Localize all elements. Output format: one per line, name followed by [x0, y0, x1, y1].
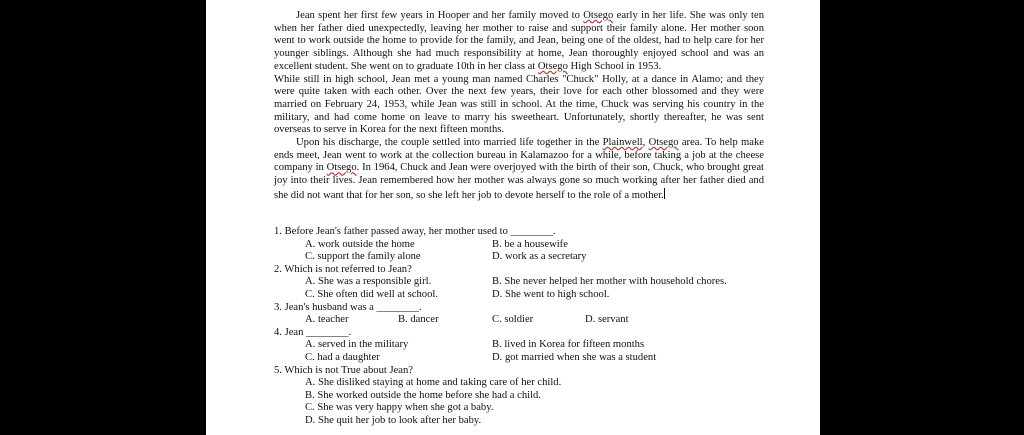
option[interactable]: C. support the family alone [305, 251, 421, 263]
option[interactable]: B. She worked outside the home before she had a child. [305, 389, 541, 401]
option-row [274, 314, 774, 327]
question-stem: 2. Which is not referred to Jean? [274, 263, 412, 275]
option[interactable]: C. had a daughter [305, 351, 380, 363]
option[interactable]: B. lived in Korea for fifteen months [492, 339, 645, 351]
option-row [274, 239, 774, 252]
option[interactable]: D. work as a secretary [492, 251, 587, 263]
option[interactable]: B. be a housewife [492, 238, 568, 250]
spellcheck-word: Plainwell [602, 137, 643, 149]
reading-passage [274, 10, 764, 203]
option-row [274, 339, 774, 352]
option-row [274, 352, 774, 365]
option-row [274, 276, 774, 289]
paragraph-2: While still in high school, Jean met a young man named Charles "Chuck" Holly, at a dance in Alamo; and they were quite taken with each other. Over the next few years, their love for each other blossomed and they were married on February 24, 1953, while Jean was still in school. At the time, Chuck was serving his country in the military, and had come home on leave to marry his sweetheart. Unfortunately, shortly thereafter, he was sent overseas to serve in Korea for the next fifteen months. [274, 73, 764, 136]
document-page [206, 0, 820, 435]
question-list [274, 226, 774, 428]
spellcheck-word: Otsego [648, 137, 679, 149]
option[interactable]: D. servant [585, 314, 629, 326]
paragraph-3: Upon his discharge, the couple settled into married life together in the Plainwell, Otsego area. To help make ends meet, Jean went to work at the collection bureau in Kalamazoo for a while, before taking a job at the cheese company in Otsego. In 1964, Chuck and Jean were overjoyed with the birth of their son, Chuck, who brought great joy into their lives. Jean remembered how her mother was always gone so much working after her father died and she did not want that for her son, so she left her job to devote herself to the role of a mother. [274, 137, 765, 201]
question-stem: 1. Before Jean's father passed away, her mother used to ________. [274, 226, 556, 237]
option[interactable]: D. She went to high school. [492, 288, 610, 300]
option[interactable]: B. dancer [398, 314, 439, 326]
option[interactable]: C. She was very happy when she got a baby. [305, 402, 494, 414]
option[interactable]: A. She disliked staying at home and taking care of her child. [305, 377, 562, 389]
option-row [274, 289, 774, 302]
option-row [274, 251, 774, 264]
question-stem: 4. Jean ________. [274, 326, 352, 338]
text-cursor[interactable] [664, 188, 665, 199]
question-stem: 5. Which is not True about Jean? [274, 364, 413, 376]
option[interactable]: D. She quit her job to look after her baby. [305, 414, 482, 426]
question-stem: 3. Jean's husband was a ________. [274, 301, 422, 313]
spellcheck-word: Otsego [326, 162, 357, 174]
option[interactable]: A. She was a responsible girl. [305, 276, 432, 288]
option[interactable]: A. teacher [305, 314, 349, 326]
spellcheck-word: Otsego [583, 10, 614, 21]
paragraph-1: Jean spent her first few years in Hooper and her family moved to Otsego early in her life. She was only ten when her father died unexpectedly, leaving her mother to raise and support their family alone. Her mother soon went to work outside the home to provide for the family, and Jean, being one of the oldest, had to help care for her younger siblings. Although she had much responsibility at home, Jean thoroughly enjoyed school and was an excellent student. She went on to graduate 10th in her class at Otsego High School in 1953. [274, 10, 764, 72]
option[interactable]: D. got married when she was a student [492, 351, 657, 363]
spellcheck-word: Otsego [537, 60, 568, 72]
option[interactable]: A. work outside the home [305, 238, 415, 250]
option[interactable]: C. soldier [492, 314, 534, 326]
option[interactable]: B. She never helped her mother with household chores. [492, 276, 727, 288]
option[interactable]: A. served in the military [305, 339, 409, 351]
option[interactable]: C. She often did well at school. [305, 288, 438, 300]
